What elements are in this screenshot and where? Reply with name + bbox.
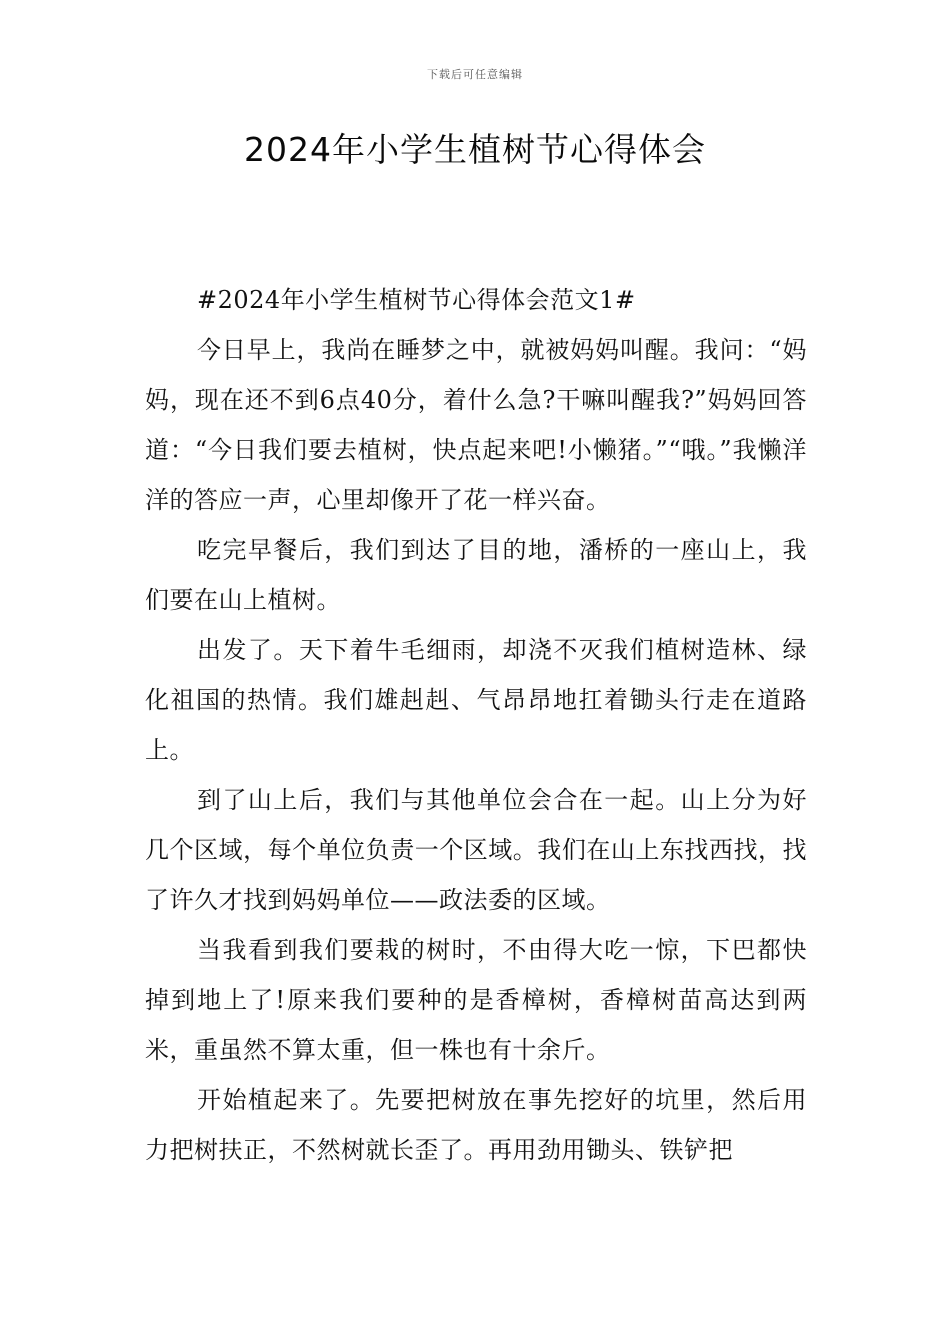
paragraph: 当我看到我们要栽的树时，不由得大吃一惊，下巴都快掉到地上了!原来我们要种的是香樟树，香樟树苗高达到两米，重虽然不算太重，但一株也有十余斤。 bbox=[145, 936, 807, 1064]
paragraph-heading: #2024年小学生植树节心得体会范文1# bbox=[197, 286, 636, 314]
paragraph: 今日早上，我尚在睡梦之中，就被妈妈叫醒。我问：“妈妈，现在还不到6点40分，着什么急?干嘛叫醒我?”妈妈回答道：“今日我们要去植树，快点起来吧!小懒猪。”“哦。”我懒洋洋的答应一声，心里却像开了花一样兴奋。 bbox=[145, 336, 807, 514]
paragraph: 出发了。天下着牛毛细雨，却浇不灭我们植树造林、绿化祖国的热情。我们雄赳赳、气昂昂地扛着锄头行走在道路上。 bbox=[145, 636, 807, 764]
paragraph: 吃完早餐后，我们到达了目的地，潘桥的一座山上，我们要在山上植树。 bbox=[145, 536, 807, 614]
paragraph: 开始植起来了。先要把树放在事先挖好的坑里，然后用力把树扶正，不然树就长歪了。再用劲用锄头、铁铲把 bbox=[145, 1086, 807, 1164]
document-title: 2024年小学生植树节心得体会 bbox=[244, 130, 706, 169]
paragraph: 到了山上后，我们与其他单位会合在一起。山上分为好几个区域，每个单位负责一个区域。我们在山上东找西找，找了许久才找到妈妈单位——政法委的区域。 bbox=[145, 786, 807, 914]
header-note: 下载后可任意编辑 bbox=[427, 68, 523, 81]
document-body bbox=[145, 275, 807, 1175]
